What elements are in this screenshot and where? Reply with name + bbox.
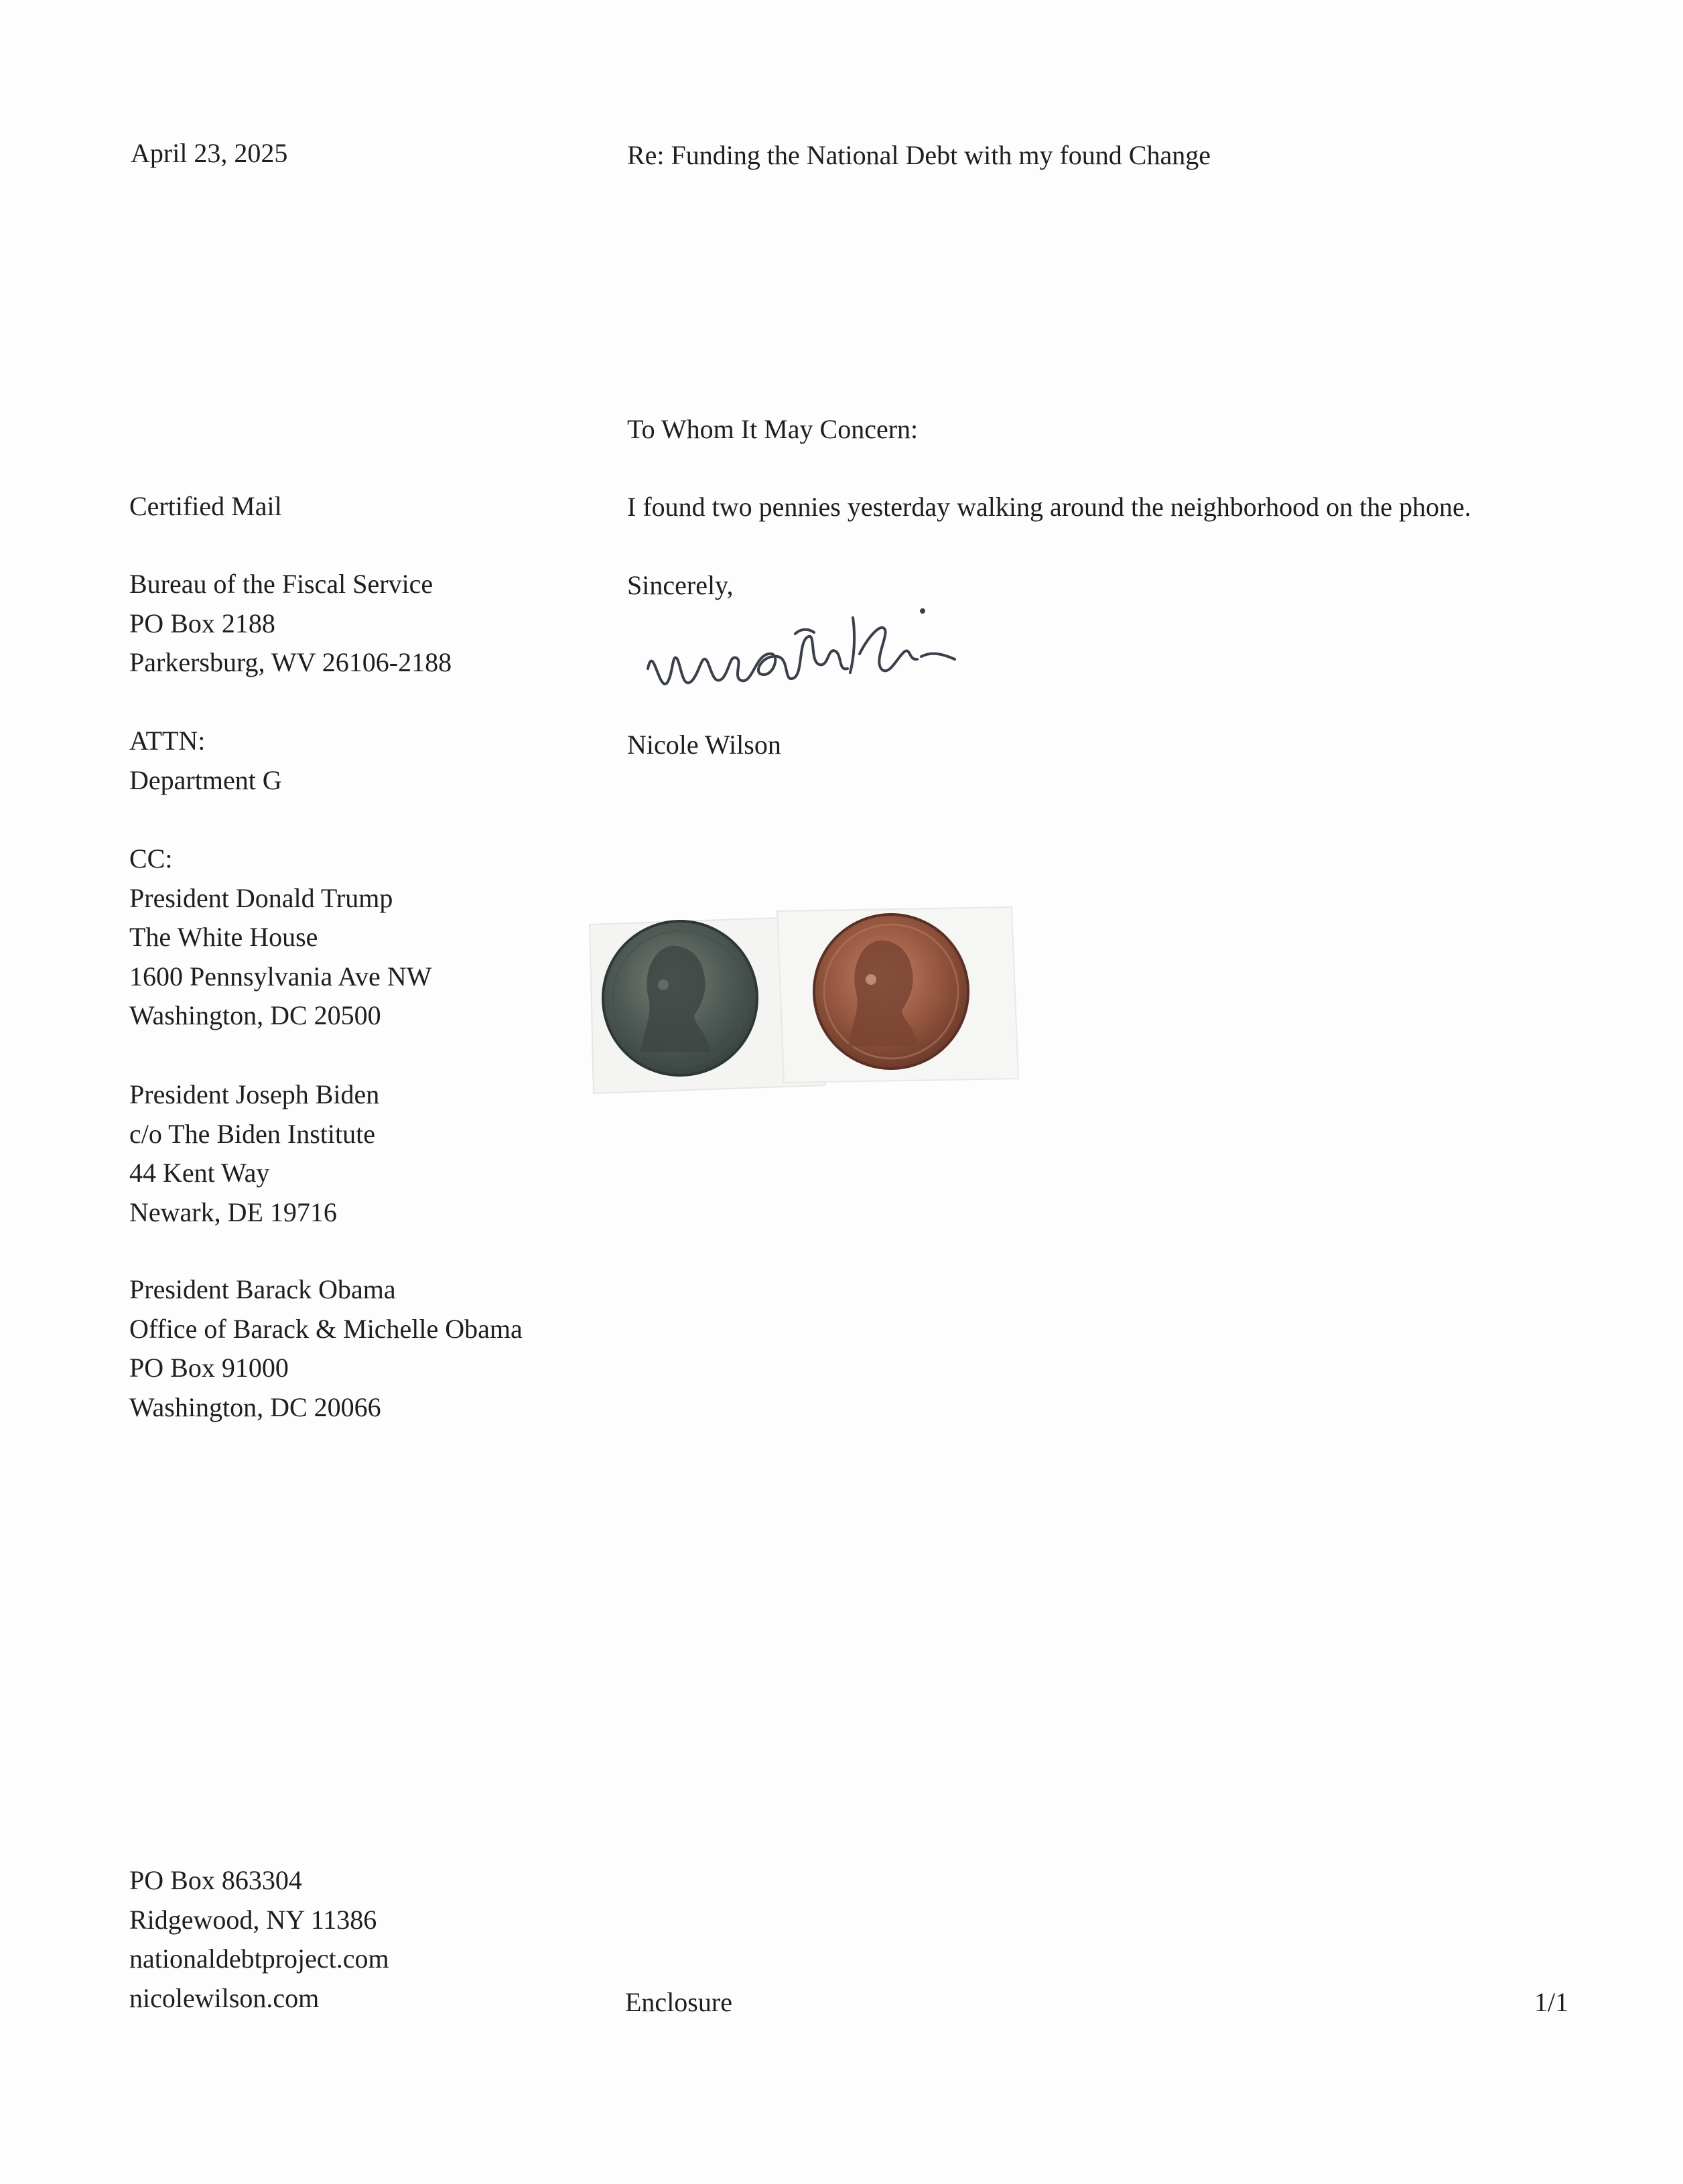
cc-line: Washington, DC 20500 (129, 1000, 381, 1030)
cc-recipient-biden (129, 1075, 379, 1232)
cc-line: President Joseph Biden (129, 1079, 380, 1109)
signer-name: Nicole Wilson (627, 730, 781, 760)
two-pennies-image (576, 884, 1032, 1105)
sender-line: Ridgewood, NY 11386 (129, 1904, 377, 1935)
cc-recipient-obama (129, 1270, 523, 1427)
recipient-address (129, 565, 452, 683)
sender-line: PO Box 863304 (129, 1865, 302, 1895)
signature-image (640, 590, 961, 703)
sender-line: nationaldebtproject.com (129, 1943, 389, 1974)
cc-label: CC: (129, 843, 173, 874)
cc-line: The White House (129, 922, 318, 952)
subject-line: Re: Funding the National Debt with my found Change (627, 140, 1211, 170)
cc-line: 1600 Pennsylvania Ave NW (129, 961, 432, 992)
cc-line: Office of Barack & Michelle Obama (129, 1313, 523, 1344)
attn-department: Department G (129, 764, 282, 795)
mail-method: Certified Mail (129, 491, 282, 521)
letter-date: April 23, 2025 (131, 138, 288, 168)
attn-block (129, 722, 282, 800)
salutation: To Whom It May Concern: (627, 414, 919, 444)
closing: Sincerely, (627, 570, 734, 600)
letter-body: I found two pennies yesterday walking around the neighborhood on the phone. (627, 492, 1471, 522)
cc-line: President Donald Trump (129, 882, 393, 913)
cc-line: Washington, DC 20066 (129, 1391, 381, 1422)
address-line: PO Box 2188 (129, 608, 275, 638)
address-line: Parkersburg, WV 26106-2188 (129, 647, 452, 677)
cc-line: Newark, DE 19716 (129, 1197, 337, 1227)
cc-line: c/o The Biden Institute (129, 1118, 375, 1149)
cc-line: President Barack Obama (129, 1274, 396, 1304)
cc-line: 44 Kent Way (129, 1158, 270, 1188)
enclosure-note: Enclosure (625, 1987, 732, 2017)
attn-label: ATTN: (129, 726, 206, 756)
address-line: Bureau of the Fiscal Service (129, 569, 433, 599)
page-number: 1/1 (1534, 1987, 1569, 2017)
sender-line: nicolewilson.com (129, 1982, 320, 2013)
cc-line: PO Box 91000 (129, 1353, 289, 1383)
cc-block (129, 839, 431, 1036)
sender-address (129, 1861, 389, 2018)
